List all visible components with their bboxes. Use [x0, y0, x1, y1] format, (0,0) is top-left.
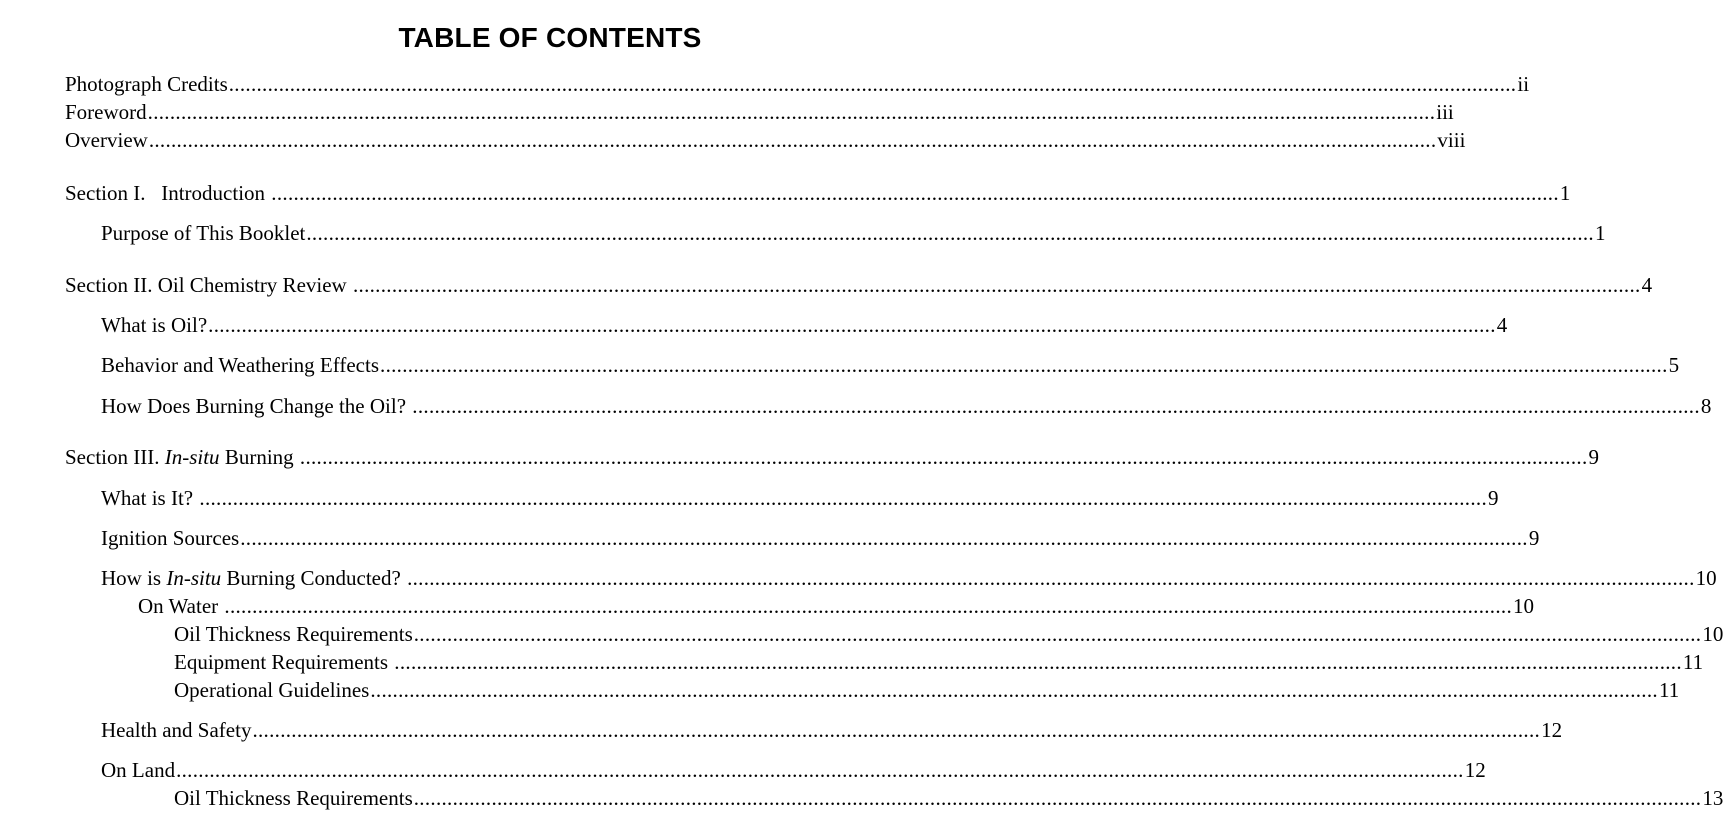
- toc-entry-on-land[interactable]: [101, 758, 1486, 782]
- toc-entry-label: How Does Burning Change the Oil?: [101, 394, 412, 418]
- toc-page-number: 9: [1588, 445, 1600, 469]
- toc-entry-oil-thickness-land[interactable]: [174, 786, 1723, 810]
- toc-entry-label-part: How is: [101, 566, 167, 590]
- toc-page-number: 1: [1559, 181, 1571, 205]
- toc-entry-label: Section I. Introduction: [65, 181, 271, 205]
- toc-entry-label-italic: In-situ: [164, 445, 220, 469]
- toc-entry-label: Ignition Sources: [101, 526, 240, 550]
- toc-entry-label: [65, 445, 299, 469]
- toc-entry-label-italic: In-situ: [166, 566, 222, 590]
- dot-leader: ........................................................................................................................................................................................................................................: [252, 718, 1541, 742]
- toc-page-number: 4: [1496, 313, 1508, 337]
- dot-leader: ........................................................................................................................................................................................................................................: [394, 650, 1682, 674]
- toc-entry-how-conducted[interactable]: [101, 566, 1717, 590]
- toc-page-number: 9: [1528, 526, 1540, 550]
- toc-page-number: 8: [1700, 394, 1712, 418]
- toc-entry-label: Foreword: [65, 100, 147, 124]
- dot-leader: ........................................................................................................................................................................................................................................: [148, 128, 1437, 152]
- toc-entry-label: What is It?: [101, 486, 199, 510]
- dot-leader: ........................................................................................................................................................................................................................................: [370, 678, 1658, 702]
- dot-leader: ........................................................................................................................................................................................................................................: [176, 758, 1464, 782]
- dot-leader: ........................................................................................................................................................................................................................................: [147, 100, 1436, 124]
- toc-page-number: 10: [1695, 566, 1717, 590]
- toc-entry-label: Operational Guidelines: [174, 678, 370, 702]
- dot-leader: ........................................................................................................................................................................................................................................: [306, 221, 1594, 245]
- toc-entry-label-part: Burning Conducted?: [221, 566, 407, 590]
- toc-entry-on-water[interactable]: [138, 594, 1535, 618]
- dot-leader: ........................................................................................................................................................................................................................................: [240, 526, 1528, 550]
- toc-page-number: ii: [1517, 72, 1530, 96]
- toc-entry-ignition-sources[interactable]: [101, 526, 1540, 550]
- dot-leader: ........................................................................................................................................................................................................................................: [228, 72, 1517, 96]
- toc-page-number: 11: [1682, 650, 1704, 674]
- toc-entry-label-part: Burning: [219, 445, 299, 469]
- toc-entry-label: Equipment Requirements: [174, 650, 394, 674]
- dot-leader: ........................................................................................................................................................................................................................................: [380, 353, 1668, 377]
- toc-entry-photograph-credits[interactable]: [65, 72, 1530, 96]
- toc-entry-section-1[interactable]: [65, 181, 1571, 205]
- toc-page-number: 10: [1702, 622, 1723, 646]
- toc-entry-label: Overview: [65, 128, 148, 152]
- toc-entry-health-safety[interactable]: [101, 718, 1563, 742]
- toc-entry-what-is-it[interactable]: [101, 486, 1499, 510]
- toc-entry-section-2[interactable]: [65, 273, 1653, 297]
- toc-page-number: 12: [1541, 718, 1563, 742]
- toc-page-number: iii: [1436, 100, 1454, 124]
- toc-entry-operational-guidelines[interactable]: [174, 678, 1680, 702]
- dot-leader: ........................................................................................................................................................................................................................................: [271, 181, 1559, 205]
- dot-leader: ........................................................................................................................................................................................................................................: [413, 622, 1702, 646]
- page-title: TABLE OF CONTENTS: [398, 22, 702, 53]
- toc-entry-oil-thickness-water[interactable]: [174, 622, 1723, 646]
- toc-page-number: 4: [1641, 273, 1653, 297]
- dot-leader: ........................................................................................................................................................................................................................................: [412, 394, 1700, 418]
- toc-entry-overview[interactable]: [65, 128, 1466, 152]
- toc-entry-label: What is Oil?: [101, 313, 208, 337]
- dot-leader: ........................................................................................................................................................................................................................................: [352, 273, 1641, 297]
- toc-entry-foreword[interactable]: [65, 100, 1454, 124]
- toc-entry-burning-change[interactable]: [101, 394, 1712, 418]
- toc-entry-label: Purpose of This Booklet: [101, 221, 306, 245]
- toc-entry-section-3[interactable]: [65, 445, 1600, 469]
- dot-leader: ........................................................................................................................................................................................................................................: [224, 594, 1513, 618]
- toc-page-number: 13: [1702, 786, 1723, 810]
- dot-leader: ........................................................................................................................................................................................................................................: [208, 313, 1496, 337]
- toc-entry-label-part: Section III.: [65, 445, 165, 469]
- toc-page-number: 11: [1658, 678, 1680, 702]
- dot-leader: ........................................................................................................................................................................................................................................: [199, 486, 1487, 510]
- toc-entry-label: On Land: [101, 758, 176, 782]
- toc-page-number: 12: [1464, 758, 1486, 782]
- dot-leader: ........................................................................................................................................................................................................................................: [407, 566, 1695, 590]
- toc-entry-label: Oil Thickness Requirements: [174, 622, 413, 646]
- toc-entry-label: Photograph Credits: [65, 72, 228, 96]
- toc-entry-what-is-oil[interactable]: [101, 313, 1508, 337]
- toc-entry-label: Health and Safety: [101, 718, 252, 742]
- dot-leader: ........................................................................................................................................................................................................................................: [413, 786, 1702, 810]
- toc-page-number: 5: [1668, 353, 1680, 377]
- toc-entry-label: Oil Thickness Requirements: [174, 786, 413, 810]
- toc-entry-label: Section II. Oil Chemistry Review: [65, 273, 352, 297]
- toc-entry-equipment-requirements[interactable]: [174, 650, 1704, 674]
- dot-leader: ........................................................................................................................................................................................................................................: [299, 445, 1588, 469]
- toc-entry-label: Behavior and Weathering Effects: [101, 353, 380, 377]
- toc-entry-label: [101, 566, 406, 590]
- toc-page-number: viii: [1437, 128, 1466, 152]
- toc-entry-purpose[interactable]: [101, 221, 1606, 245]
- toc-page-number: 9: [1488, 486, 1499, 510]
- toc-entry-label: On Water: [138, 594, 224, 618]
- toc-page-number: 1: [1594, 221, 1606, 245]
- toc-entry-behavior-weathering[interactable]: [101, 353, 1680, 377]
- toc-page-number: 10: [1513, 594, 1535, 618]
